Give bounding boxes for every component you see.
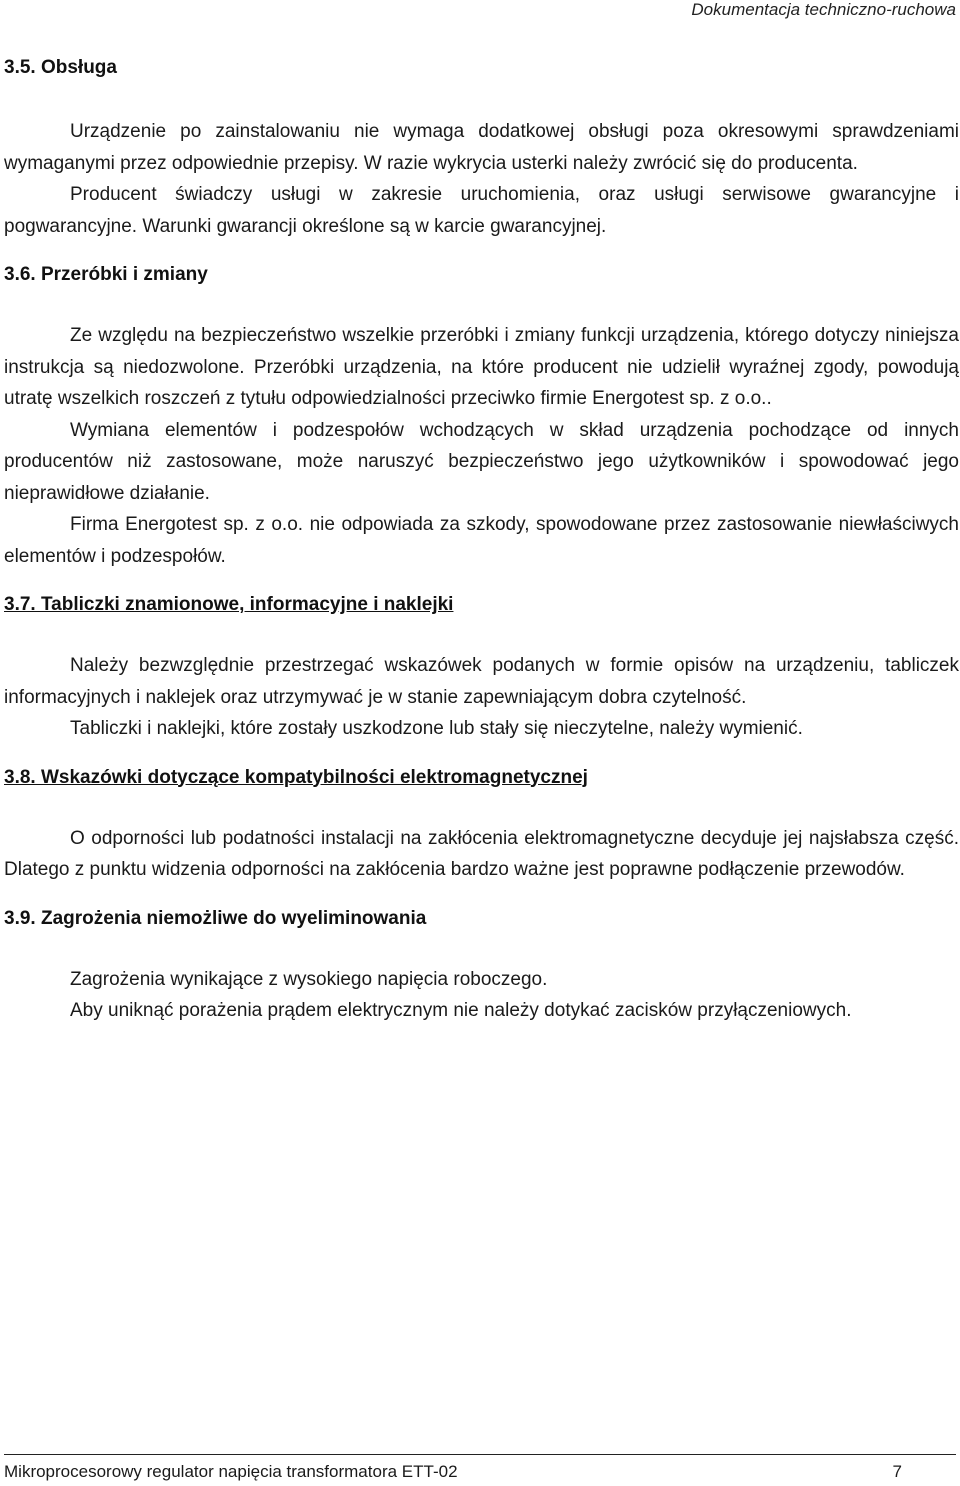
running-header: Dokumentacja techniczno-ruchowa [691, 0, 956, 19]
section-3-7 [4, 590, 959, 745]
paragraph: Producent świadczy usługi w zakresie uruchomienia, oraz usługi serwisowe gwarancyjne i pogwarancyjne. Warunki gwarancji określone są w karcie gwarancyjnej. [4, 184, 959, 237]
paragraph: Tabliczki i naklejki, które zostały uszkodzone lub stały się nieczytelne, należy wymienić. [70, 718, 803, 739]
section-3-9 [4, 904, 959, 1027]
footer-divider [4, 1454, 956, 1455]
section-heading: 3.8. Wskazówki dotyczące kompatybilności elektromagnetycznej [4, 766, 588, 788]
paragraph: Należy bezwzględnie przestrzegać wskazówek podanych w formie opisów na urządzeniu, tabliczek informacyjnych i naklejek oraz utrzymywać je w stanie zapewniającym dobra czytelność. [4, 655, 959, 708]
paragraph: Urządzenie po zainstalowaniu nie wymaga dodatkowej obsługi poza okresowymi sprawdzeniami wymaganymi przez odpowiednie przepisy. W razie wykrycia usterki należy zwrócić się do producenta. [4, 121, 959, 174]
paragraph: Aby uniknąć porażenia prądem elektrycznym nie należy dotykać zacisków przyłączeniowych. [70, 1000, 852, 1021]
section-heading: 3.9. Zagrożenia niemożliwe do wyeliminowania [4, 907, 427, 929]
paragraph: Ze względu na bezpieczeństwo wszelkie przeróbki i zmiany funkcji urządzenia, którego dotyczy niniejsza instrukcja są niedozwolone. Przeróbki urządzenia, na które producent nie udzielił wyraźnej zgody, powodują utratę wszelkich roszczeń z tytułu odpowiedzialności przeciwko firmie Energotest sp. z o.o.. [4, 325, 959, 409]
paragraph: Wymiana elementów i podzespołów wchodzących w skład urządzenia pochodzące od innych producentów niż zastosowane, może naruszyć bezpieczeństwo jego użytkowników i spowodować jego nieprawidłowe działanie. [4, 419, 959, 504]
section-heading: 3.6. Przeróbki i zmiany [4, 264, 208, 285]
section-heading: 3.7. Tabliczki znamionowe, informacyjne i naklejki [4, 594, 454, 615]
footer-document-title: Mikroprocesorowy regulator napięcia transformatora ETT-02 [4, 1462, 458, 1481]
section-3-8 [4, 763, 959, 886]
paragraph: O odporności lub podatności instalacji na zakłócenia elektromagnetyczne decyduje jej najsłabsza część. Dlatego z punktu widzenia odporności na zakłócenia bardzo ważne jest poprawne podłączenie przewodów. [4, 827, 959, 880]
paragraph: Firma Energotest sp. z o.o. nie odpowiada za szkody, spowodowane przez zastosowanie niewłaściwych elementów i podzespołów. [4, 514, 959, 567]
section-heading: 3.5. Obsługa [4, 57, 117, 78]
paragraph: Zagrożenia wynikające z wysokiego napięcia roboczego. [70, 968, 548, 990]
section-3-6 [4, 260, 959, 572]
page-number: 7 [892, 1462, 902, 1481]
section-3-5 [4, 53, 959, 242]
page-content [4, 53, 959, 1027]
